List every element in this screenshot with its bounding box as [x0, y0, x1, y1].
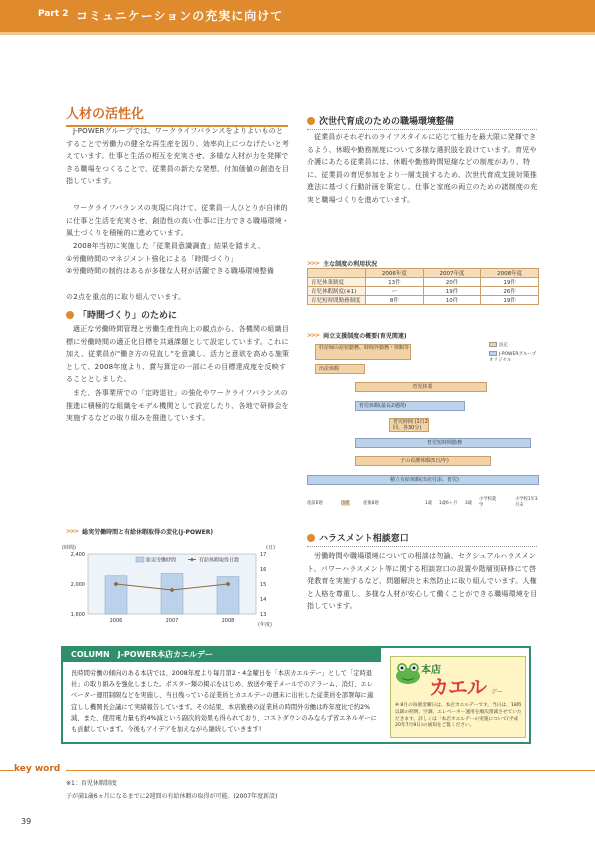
bullet-dot-icon	[66, 311, 74, 319]
list-item: ①労働時間のマネジメント強化による「時間づくり」	[66, 255, 238, 263]
poster-notice: ※ 8月の毎週金曜日は、本店カエルデーです。当日は、18時以降の照明、空調、エレベーター運用を順次削減させていただきます。詳しくは「本店カエルデーの実施について(平成20年7月9日)の通知をご覧ください。	[395, 703, 522, 729]
poster-day-label: デー	[491, 689, 504, 696]
schedule-bar: 積立有給休暇(出産付添、育児)	[307, 475, 539, 485]
section-title: コミュニケーションの充実に向けて	[76, 9, 284, 23]
column-box	[61, 646, 531, 744]
y2-tick-label: 15	[260, 582, 267, 588]
usage-table	[307, 268, 539, 305]
table-header-cell: 2008年度	[481, 269, 539, 278]
table-cell: 26件	[481, 287, 539, 296]
table-row	[308, 287, 539, 296]
legend-label: J-POWERグループ オリジナル	[489, 352, 537, 363]
table-header-cell	[308, 269, 366, 278]
x-tick-label: 2006	[109, 618, 123, 624]
bar	[161, 574, 183, 615]
kaeru-day-poster	[390, 656, 526, 738]
schedule-bar: 育児短時間勤務	[355, 438, 531, 448]
paragraph: また、各事業所での「定時退社」の強化やワークライフバランスの推進に積極的な組織をモデル機関として設定したり、各地で研修会を実施するなどの取り組みを推進しています。	[66, 389, 289, 423]
header-divider	[0, 32, 595, 35]
bullet-dot-icon	[307, 534, 315, 542]
table-header-cell: 2006年度	[366, 269, 424, 278]
y2-tick-label: 14	[260, 597, 267, 603]
subheading-text: 「時間づくり」のために	[78, 311, 178, 321]
page-header	[0, 0, 595, 32]
list-item: ②労働時間の制約はあるが多様な人材が活躍できる職場環境整備	[66, 267, 275, 275]
y2-tick-label: 13	[260, 612, 267, 618]
chart-caption	[66, 527, 213, 536]
y-tick-label: 1,600	[70, 612, 85, 618]
table-header-row	[308, 269, 539, 278]
table-row	[308, 296, 539, 305]
axis-tick-label: 産前6週	[307, 501, 323, 506]
schedule-bar: 出産休暇	[315, 364, 365, 374]
x-tick-label: 2007	[165, 618, 179, 624]
x-tick-label: 2008	[221, 618, 235, 624]
table-cell: 8件	[366, 296, 424, 305]
table-cell: ー	[366, 287, 424, 296]
axis-tick-label: 1歳6ヶ月	[439, 501, 458, 506]
frog-icon	[395, 661, 421, 685]
axis-tick-label: 1歳	[425, 501, 433, 506]
y-tick-label: 2,000	[70, 582, 85, 588]
paragraph: 従業員がそれぞれのライフスタイルに応じて能力を最大限に発揮できるよう、休暇や勤務制度について多様な選択肢を設けています。育児や介護にあたる従業員には、休暇や勤務時間短縮などの制度があり、特に、従業員の育児参加をより一層支援するため、次世代育成支援対策推進法に基づく行動計画を策定し、仕事と家庭の両立のための諸制度の充実と職場づくりを進めています。	[307, 133, 538, 204]
table-caption-text: 主な制度の利用状況	[323, 261, 378, 268]
legend-item-own	[489, 351, 539, 364]
table-cell: 育児短時間勤務制度	[308, 296, 366, 305]
schedule-axis	[307, 497, 539, 512]
table-cell: 19件	[481, 296, 539, 305]
schedule-bar: 育児時間 (1日2回、各30分)	[389, 418, 429, 432]
table-cell: 19件	[423, 287, 481, 296]
section-heading: 人材の活性化	[66, 103, 288, 127]
schedule-caption	[307, 331, 407, 340]
y2-axis-label: (日)	[266, 545, 275, 551]
axis-tick-label: 産後8週	[363, 501, 379, 506]
table-cell: 19件	[481, 278, 539, 287]
subheading-text: 次世代育成のための職場環境整備	[319, 117, 455, 127]
chart-caption-text: 総実労働時間と有給休暇取得の変化(J-POWER)	[82, 529, 214, 536]
legend-item-law	[489, 342, 539, 349]
axis-tick-label: 小学校1年3月末	[515, 497, 538, 508]
table-cell: 育児休暇制度(※1)	[308, 287, 366, 296]
axis-tick-label: 3歳	[465, 501, 473, 506]
table-cell: 13件	[366, 278, 424, 287]
legend-swatch	[136, 557, 144, 562]
schedule-caption-text: 両立支援制度の概要(育児関連)	[323, 333, 407, 340]
y-tick-label: 2,400	[70, 552, 85, 558]
table-cell: 10件	[423, 296, 481, 305]
schedule-bar: 妊産婦の症状勤務、時間外勤務・休暇等	[315, 344, 411, 360]
poster-big-title: カエル	[429, 675, 486, 699]
paragraph: 2008年当初に実施した「従業員意識調査」結果を踏まえ、	[73, 242, 265, 250]
bullet-dot-icon	[307, 117, 315, 125]
schedule-bar: 育児休業	[355, 382, 487, 392]
keyword-divider	[0, 770, 595, 771]
keyword-definition: 子が満1歳6ヵ月になるまでに2週間の有給休暇の取得が可能。(2007年度新設)	[66, 793, 278, 800]
y-axis-label: (時間)	[62, 545, 76, 551]
page-number: 39	[21, 817, 32, 826]
legend-label: 法定	[499, 343, 508, 348]
schedule-bar: 育児休暇(最長2週間)	[355, 401, 465, 411]
bar	[105, 576, 127, 614]
subheading	[66, 308, 177, 321]
schedule-legend	[489, 342, 539, 364]
table-row	[308, 278, 539, 287]
table-cell: 20件	[423, 278, 481, 287]
axis-tick-label: 出産	[341, 501, 350, 506]
triple-arrow-icon: >>>	[66, 528, 79, 535]
legend-swatch	[489, 351, 497, 356]
table-cell: 育児休業制度	[308, 278, 366, 287]
axis-tick-label: 小学校就学	[479, 497, 497, 508]
subheading-text: ハラスメント相談窓口	[319, 534, 409, 544]
column-body: 長時間労働の傾向のある本店では、2008年度より毎月第2・4金曜日を「本店カエルデー」として「定時退社」の取り組みを強化しました。ポスター類の掲示をはじめ、放送や電子メールでのアラーム、消灯、エレベーター運用制限などを実施し、当日残っている従業員とカエルデーの週末に出社した従業員を部署毎に適宜しし機関長会議にて実績報告しています。その結果、本店勤務の従業員の時間外労働は昨年度比で約2%減、また、使用電力量も約4%減という副次的効果も得られており、コストダウンのみならず省エネルギーにも貢献しています。今後もアイデアを加えながら継続していきます!	[71, 670, 377, 734]
subheading	[307, 114, 537, 130]
table-header-cell: 2007年度	[423, 269, 481, 278]
legend-label: 有給休暇取得日数	[199, 557, 240, 564]
keyword-term: ※1：育児休暇制度	[66, 780, 117, 787]
subheading	[307, 531, 537, 547]
legend-swatch	[489, 342, 497, 347]
paragraph: ワークライフバランスの実現に向けて、従業員一人ひとりが自律的に仕事と生活を充実させ、創造性の高い仕事に注力できる職場環境・風土づくりを積極的に進めています。	[66, 204, 289, 238]
paragraph: J-POWERグループでは、ワークライフバランスをよりよいものとすることで労働力の健全な再生産を図り、効率向上につなげたいと考えています。仕事と生活の相互を充実させ、多様な人材が力を発揮できる職場をつくることで、従業員の新たな発想、付加価値の創造を目指しています。	[66, 127, 290, 186]
table-caption	[307, 259, 377, 268]
keyword-title: key word	[14, 764, 66, 774]
part-label: Part 2	[38, 9, 69, 19]
column-heading: COLUMN J-POWER本店カエルデー	[63, 648, 381, 662]
poster-small-title: 本店	[421, 665, 441, 676]
triple-arrow-icon: >>>	[307, 332, 320, 339]
triple-arrow-icon: >>>	[307, 260, 320, 267]
y2-tick-label: 16	[260, 567, 267, 573]
legend-label: 総実労働時間	[146, 557, 177, 564]
x-axis-label: (年度)	[258, 622, 272, 628]
paragraph: 適正な労働時間管理と労働生産性向上の観点から、各機関の組織目標に労働時間の適正化目標を共通課題として設定しています。これに加え、従業員が"働き方の見直し"を意識し、活力と意欲を高める施策として、2008年度より、賞与算定の一部にその目標達成度を反映することとしました。	[66, 325, 290, 384]
schedule-bar: 子の看護休暇(5日/年)	[355, 456, 491, 466]
paragraph: の2点を重点的に取り組んでいます。	[66, 293, 186, 301]
support-schedule-diagram	[307, 342, 539, 510]
y2-tick-label: 17	[260, 552, 267, 558]
hours-leave-chart	[60, 538, 292, 628]
paragraph: 労働時間や職場環境についての相談は勿論、セクシュアルハラスメント、パワーハラスメント等に関する相談窓口の設置や階層別研修にて啓発教育を実施するなど、問題解決と未然防止に取り組んでいます。人権と人格を尊重し、多様な人材が安心して働くことができる職場環境を目指しています。	[307, 552, 538, 611]
